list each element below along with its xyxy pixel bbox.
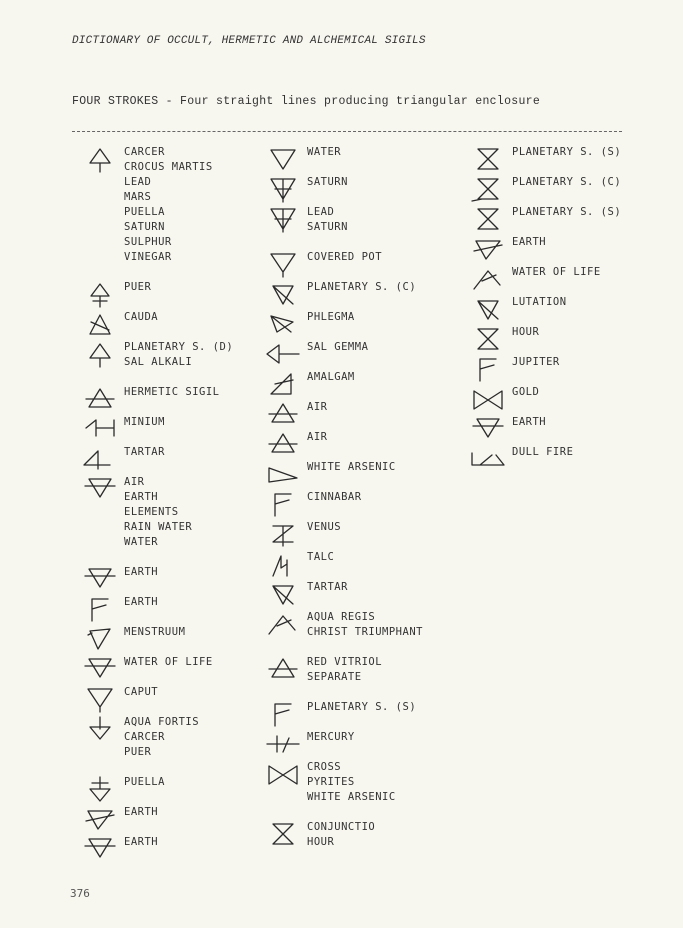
hourglass-sigil bbox=[468, 325, 508, 353]
sigil-names bbox=[124, 565, 158, 580]
sigil-names bbox=[512, 415, 546, 430]
sigil-name: MINIUM bbox=[124, 416, 165, 428]
sigil-names bbox=[512, 235, 546, 250]
sigil-name: LEAD bbox=[124, 176, 152, 188]
inverted-triangle-bar-sigil bbox=[80, 475, 120, 503]
arrow-left-sigil bbox=[263, 340, 303, 368]
sigil-name: AIR bbox=[124, 476, 145, 488]
sigil-names bbox=[124, 145, 213, 265]
sigil-name: PLANETARY S. (C) bbox=[307, 281, 417, 293]
sigil-names bbox=[124, 655, 213, 670]
sigil-names bbox=[512, 295, 567, 310]
sigil-name: HERMETIC SIGIL bbox=[124, 386, 220, 398]
inverted-triangle-bar-sigil bbox=[80, 655, 120, 683]
sigil-name: PYRITES bbox=[307, 776, 355, 788]
sigil-name: WHITE ARSENIC bbox=[307, 791, 396, 803]
sigil-name: PLANETARY S. (S) bbox=[512, 146, 622, 158]
sigil-name: AMALGAM bbox=[307, 371, 355, 383]
triangle-bar-sigil bbox=[263, 400, 303, 428]
sigil-names bbox=[512, 265, 601, 280]
sigil-names bbox=[124, 835, 158, 850]
sideways-triangle-sigil bbox=[263, 310, 303, 338]
page-number: 376 bbox=[70, 887, 90, 900]
sigil-name: RAIN WATER bbox=[124, 521, 193, 533]
sigil-name: PUELLA bbox=[124, 776, 165, 788]
triangle-over-cross-sigil bbox=[80, 310, 120, 338]
sigil-names bbox=[124, 685, 158, 700]
sigil-names bbox=[124, 340, 233, 370]
sigil-name: CHRIST TRIUMPHANT bbox=[307, 626, 423, 638]
sigil-name: PLANETARY S. (C) bbox=[512, 176, 622, 188]
sigil-name: VINEGAR bbox=[124, 251, 172, 263]
sigil-names bbox=[512, 145, 621, 160]
sigil-name: TARTAR bbox=[307, 581, 348, 593]
sigil-name: HOUR bbox=[512, 326, 540, 338]
sigil-name: EARTH bbox=[124, 566, 159, 578]
sigil-name: DULL FIRE bbox=[512, 446, 574, 458]
sigil-names bbox=[512, 325, 539, 340]
triangle-slash-sigil bbox=[263, 580, 303, 608]
sigil-name: MERCURY bbox=[307, 731, 355, 743]
sigil-name: PHLEGMA bbox=[307, 311, 355, 323]
sigil-name: PUER bbox=[124, 281, 152, 293]
hourglass-sigil bbox=[468, 205, 508, 233]
sigil-names bbox=[512, 445, 573, 460]
sigil-name: SAL ALKALI bbox=[124, 356, 193, 368]
sigil-names bbox=[307, 205, 348, 235]
triangle-on-stem-sigil bbox=[80, 145, 120, 173]
inverted-triangle-slash-sigil bbox=[468, 235, 508, 263]
sigil-name: RED VITRIOL bbox=[307, 656, 383, 668]
sigil-names bbox=[124, 415, 165, 430]
sigil-name: SULPHUR bbox=[124, 236, 172, 248]
sigil-names bbox=[307, 730, 355, 745]
sigil-name: EARTH bbox=[124, 836, 159, 848]
sigil-name: EARTH bbox=[124, 491, 159, 503]
sigil-names bbox=[512, 355, 560, 370]
hourglass-sigil bbox=[263, 820, 303, 848]
triangle-slash-sigil bbox=[468, 295, 508, 323]
sigil-names bbox=[307, 340, 368, 355]
sigil-name: CAUDA bbox=[124, 311, 159, 323]
section-title: FOUR STROKES - Four straight lines producing triangular enclosure bbox=[72, 95, 541, 108]
sigil-name: LUTATION bbox=[512, 296, 567, 308]
hourglass-sigil bbox=[468, 145, 508, 173]
inverted-triangle-slash-sigil bbox=[80, 805, 120, 833]
sigil-names bbox=[307, 460, 396, 475]
sigil-names bbox=[512, 385, 539, 400]
sigil-names bbox=[307, 175, 348, 190]
sigil-names bbox=[307, 760, 396, 805]
sigil-names bbox=[124, 280, 151, 295]
triangle-on-cross-sigil bbox=[80, 280, 120, 308]
sigil-names bbox=[307, 580, 348, 595]
sigil-names bbox=[307, 400, 327, 415]
flag-triangle-sigil bbox=[468, 355, 508, 383]
sigil-name: EARTH bbox=[124, 596, 159, 608]
inverted-triangle-sigil bbox=[263, 145, 303, 173]
sigil-names bbox=[307, 430, 327, 445]
sigil-name: CARCER bbox=[124, 146, 165, 158]
low-triangle-sigil bbox=[468, 445, 508, 473]
flat-triangle-sigil bbox=[263, 460, 303, 488]
sigil-name: JUPITER bbox=[512, 356, 560, 368]
cross-over-inverted-triangle-sigil bbox=[80, 775, 120, 803]
sigil-names bbox=[124, 310, 158, 325]
inverted-triangle-cross-sigil bbox=[263, 175, 303, 203]
sigil-name: MENSTRUUM bbox=[124, 626, 186, 638]
sigil-name: CINNABAR bbox=[307, 491, 362, 503]
sigil-name: LEAD bbox=[307, 206, 335, 218]
stem-over-inverted-triangle-sigil bbox=[80, 715, 120, 743]
sigil-names bbox=[307, 655, 382, 685]
sigil-names bbox=[124, 625, 185, 640]
sigil-name: WHITE ARSENIC bbox=[307, 461, 396, 473]
sigil-names bbox=[307, 490, 362, 505]
sigil-names bbox=[124, 445, 165, 460]
sigil-name: PUER bbox=[124, 746, 152, 758]
sigil-names bbox=[307, 610, 423, 640]
triangle-on-stem-sigil bbox=[80, 340, 120, 368]
triangle-bar-sigil bbox=[263, 655, 303, 683]
sigil-name: SATURN bbox=[307, 221, 348, 233]
sigil-names bbox=[307, 250, 382, 265]
sigil-name: AIR bbox=[307, 431, 328, 443]
open-inverted-triangle-sigil bbox=[80, 685, 120, 713]
sigil-name: PLANETARY S. (S) bbox=[512, 206, 622, 218]
hourglass-tail-sigil bbox=[468, 175, 508, 203]
sigil-names bbox=[512, 175, 621, 190]
sigil-names bbox=[307, 370, 355, 385]
bowtie-sigil bbox=[468, 385, 508, 413]
sigil-name: CROCUS MARTIS bbox=[124, 161, 213, 173]
sigil-name: AQUA FORTIS bbox=[124, 716, 200, 728]
sigil-name: PLANETARY S. (D) bbox=[124, 341, 234, 353]
sigil-name: SATURN bbox=[307, 176, 348, 188]
sigil-name: AQUA REGIS bbox=[307, 611, 376, 623]
flag-triangle-sigil bbox=[80, 595, 120, 623]
sigil-names bbox=[124, 775, 165, 790]
inverted-triangle-tail-sigil bbox=[80, 625, 120, 653]
inverted-triangle-bar-sigil bbox=[468, 415, 508, 443]
sigil-name: EARTH bbox=[512, 416, 547, 428]
open-triangle-slash-sigil bbox=[468, 265, 508, 293]
flag-triangle-sigil bbox=[263, 490, 303, 518]
sigil-name: CAPUT bbox=[124, 686, 159, 698]
inverted-triangle-cross-sigil bbox=[263, 205, 303, 233]
sigil-names bbox=[307, 520, 341, 535]
cross-bar-sigil bbox=[263, 730, 303, 758]
sigil-name: AIR bbox=[307, 401, 328, 413]
sigil-names bbox=[512, 205, 621, 220]
sigil-names bbox=[124, 715, 199, 760]
sigil-name: ELEMENTS bbox=[124, 506, 179, 518]
triangle-bar-sigil bbox=[263, 430, 303, 458]
sigil-name: TALC bbox=[307, 551, 335, 563]
sigil-name: EARTH bbox=[512, 236, 547, 248]
sigil-names bbox=[307, 700, 416, 715]
sigil-name: TARTAR bbox=[124, 446, 165, 458]
flag-left-triangle-sigil bbox=[80, 415, 120, 443]
sigil-name: SATURN bbox=[124, 221, 165, 233]
sigil-name: WATER bbox=[307, 146, 342, 158]
sigil-names bbox=[124, 595, 158, 610]
sigil-name: HOUR bbox=[307, 836, 335, 848]
sigil-names bbox=[307, 280, 416, 295]
triangle-slash-sigil bbox=[263, 280, 303, 308]
sigil-name: WATER OF LIFE bbox=[124, 656, 213, 668]
stem-flag-sigil bbox=[263, 550, 303, 578]
sigil-names bbox=[124, 805, 158, 820]
sigil-name: EARTH bbox=[124, 806, 159, 818]
sigil-names bbox=[307, 310, 355, 325]
sigil-names bbox=[124, 385, 220, 400]
sigil-name: SEPARATE bbox=[307, 671, 362, 683]
open-inverted-triangle-sigil bbox=[263, 250, 303, 278]
sigil-name: PUELLA bbox=[124, 206, 165, 218]
sigil-name: CROSS bbox=[307, 761, 342, 773]
sigil-name: SAL GEMMA bbox=[307, 341, 369, 353]
inverted-triangle-bar-sigil bbox=[80, 565, 120, 593]
sigil-names bbox=[124, 475, 192, 550]
flag-triangle-sigil bbox=[263, 700, 303, 728]
sigil-name: PLANETARY S. (S) bbox=[307, 701, 417, 713]
sigil-names bbox=[307, 820, 375, 850]
sigil-name: WATER bbox=[124, 536, 159, 548]
page-header: DICTIONARY OF OCCULT, HERMETIC AND ALCHEMICAL SIGILS bbox=[72, 35, 426, 47]
triangle-bar-sigil bbox=[80, 385, 120, 413]
bowtie-sigil bbox=[263, 760, 303, 788]
sigil-name: CONJUNCTIO bbox=[307, 821, 376, 833]
sigil-name: GOLD bbox=[512, 386, 540, 398]
sigil-name: WATER OF LIFE bbox=[512, 266, 601, 278]
triangle-left-bar-sigil bbox=[80, 445, 120, 473]
sigil-names bbox=[307, 145, 341, 160]
sigil-name: VENUS bbox=[307, 521, 342, 533]
sigil-names bbox=[307, 550, 334, 565]
z-triangle-sigil bbox=[263, 520, 303, 548]
sigil-name: MARS bbox=[124, 191, 152, 203]
inverted-triangle-bar-sigil bbox=[80, 835, 120, 863]
right-triangle-slash-sigil bbox=[263, 370, 303, 398]
sigil-name: COVERED POT bbox=[307, 251, 383, 263]
open-triangle-slash-sigil bbox=[263, 610, 303, 638]
divider-rule bbox=[72, 131, 622, 132]
sigil-name: CARCER bbox=[124, 731, 165, 743]
